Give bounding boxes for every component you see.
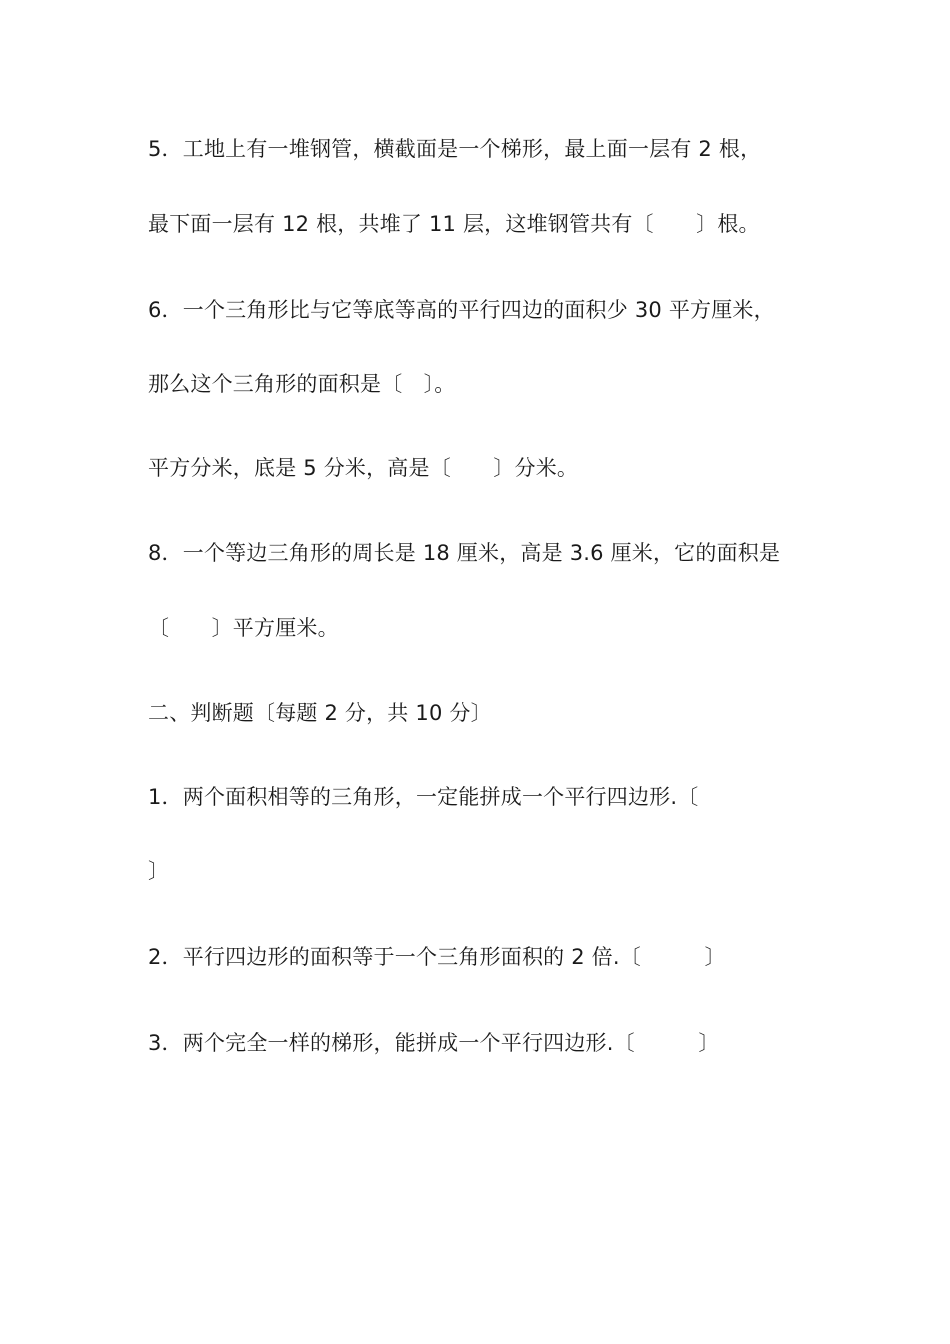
judge-item-2: 2．平行四边形的面积等于一个三角形面积的 2 倍.〔 〕: [148, 945, 726, 969]
question-7-line: 平方分米，底是 5 分米，高是〔 〕分米。: [148, 456, 579, 480]
question-5-line-1: 5．工地上有一堆钢管，横截面是一个梯形，最上面一层有 2 根，: [148, 137, 762, 161]
section-2-heading: 二、判断题〔每题 2 分，共 10 分〕: [148, 701, 492, 725]
question-6-line-1: 6．一个三角形比与它等底等高的平行四边的面积少 30 平方厘米，: [148, 298, 775, 322]
question-8-line-2: 〔 〕平方厘米。: [148, 616, 339, 640]
question-5-line-2: 最下面一层有 12 根，共堆了 11 层，这堆钢管共有〔 〕根。: [148, 212, 760, 236]
judge-item-1-line-2: 〕: [148, 859, 170, 883]
question-6-line-2: 那么这个三角形的面积是〔 〕。: [148, 372, 456, 396]
judge-item-1-line-1: 1．两个面积相等的三角形，一定能拼成一个平行四边形.〔: [148, 785, 699, 809]
question-8-line-1: 8．一个等边三角形的周长是 18 厘米，高是 3.6 厘米，它的面积是: [148, 541, 781, 565]
judge-item-3: 3．两个完全一样的梯形，能拼成一个平行四边形.〔 〕: [148, 1031, 720, 1055]
